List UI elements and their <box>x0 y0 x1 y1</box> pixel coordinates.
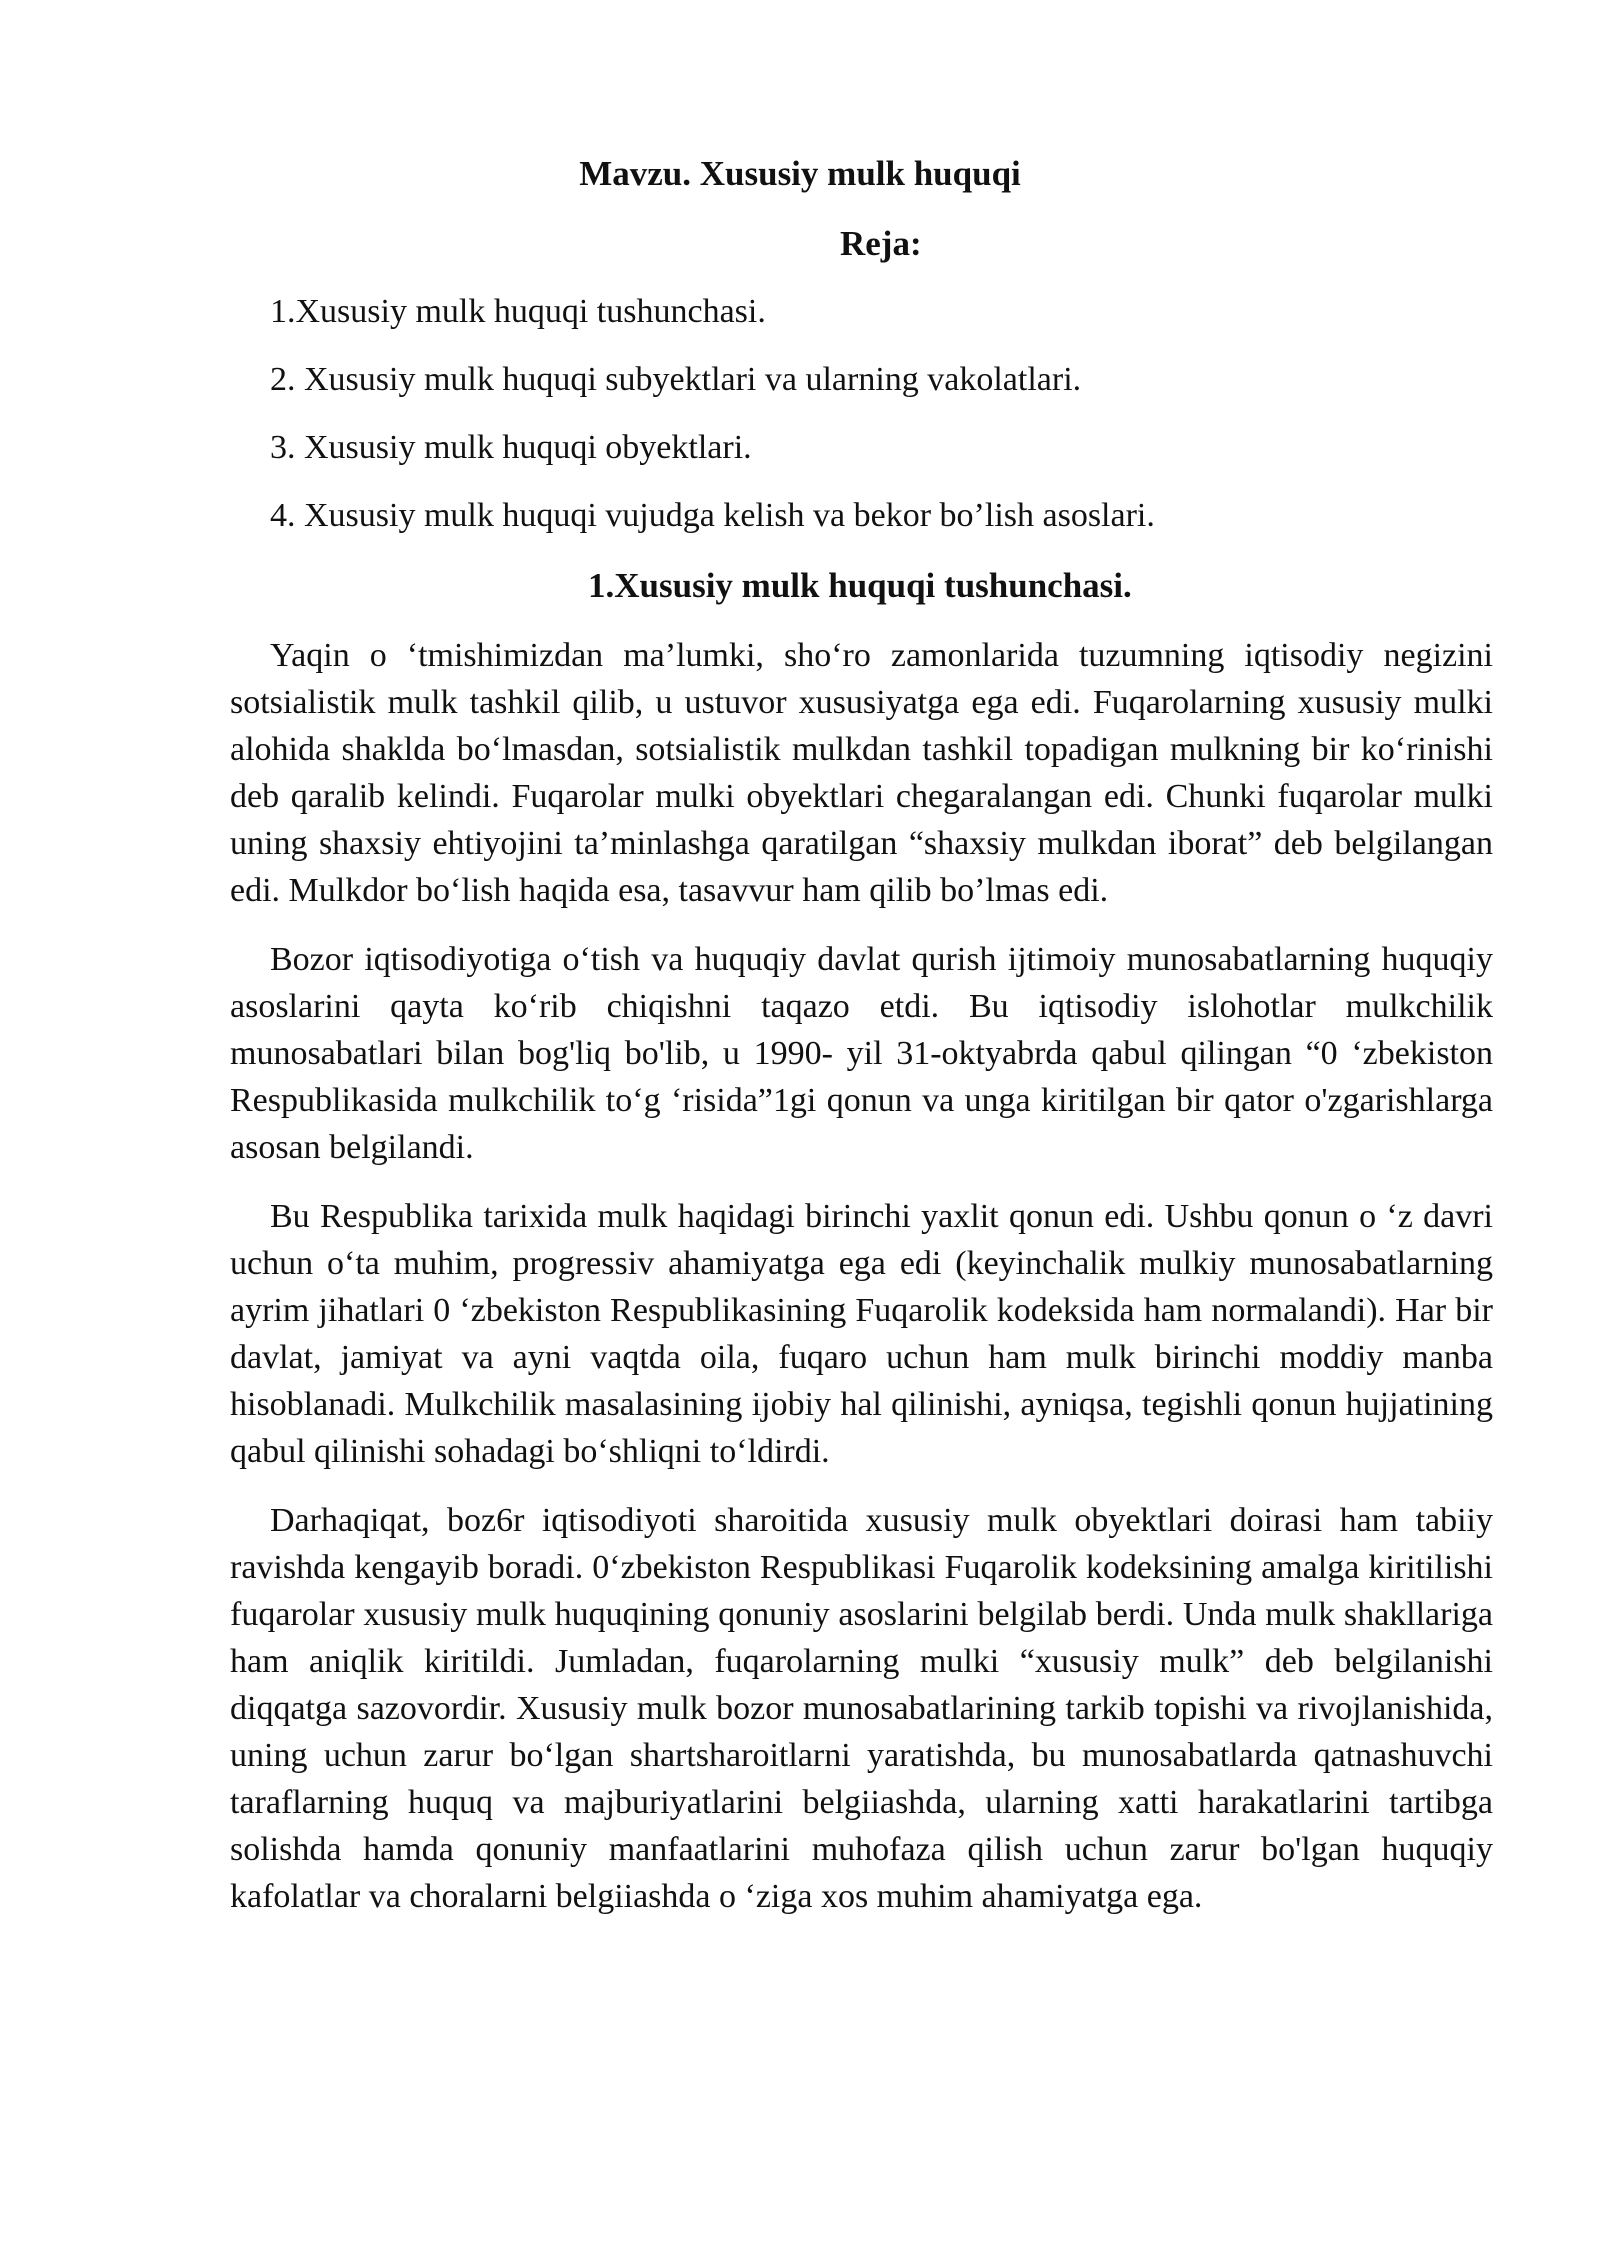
plan-item: 2. Xususiy mulk huquqi subyektlari va ularning vakolatlari. <box>270 361 1082 398</box>
document-title: Mavzu. Xususiy mulk huquqi <box>579 154 1021 193</box>
plan-heading: Reja: <box>840 224 922 263</box>
section-heading: 1.Xususiy mulk huquqi tushunchasi. <box>588 566 1132 605</box>
plan-item: 3. Xususiy mulk huquqi obyektlari. <box>270 429 752 466</box>
plan-item: 1.Xususiy mulk huquqi tushunchasi. <box>270 293 766 330</box>
plan-item: 4. Xususiy mulk huquqi vujudga kelish va bekor bo’lish asoslari. <box>270 497 1155 534</box>
paragraph: Bu Respublika tarixida mulk haqidagi birinchi yaxlit qonun edi. Ushbu qonun o ‘z davri uchun o‘ta muhim, progressiv ahamiyatga ega edi (keyinchalik mulkiy munosabatlarning ayrim jihatlari 0 ‘zbekiston Respublikasining Fuqarolik kodeksida ham normalandi). Har bir davlat, jamiyat va ayni vaqtda oila, fuqaro uchun ham mulk birinchi moddiy manba hisoblanadi. Mulkchilik masalasining ijobiy hal qilinishi, ayniqsa, tegishli qonun hujjatining qabul qilinishi sohadagi bo‘shliqni to‘ldirdi. <box>230 1198 1493 1470</box>
paragraph: Yaqin o ‘tmishimizdan ma’lumki, sho‘ro zamonlarida tuzumning iqtisodiy negizini sotsialistik mulk tashkil qilib, u ustuvor xususiyatga ega edi. Fuqarolarning xususiy mulki alohida shaklda bo‘lmasdan, sotsialistik mulkdan tashkil topadigan mulkning bir ko‘rinishi deb qaralib kelindi. Fuqarolar mulki obyektlari chegaralangan edi. Chunki fuqarolar mulki uning shaxsiy ehtiyojini ta’minlashga qaratilgan “shaxsiy mulkdan iborat” deb belgilangan edi. Mulkdor bo‘lish haqida esa, tasavvur ham qilib bo’lmas edi. <box>230 637 1493 909</box>
body-text <box>230 632 1493 1942</box>
paragraph: Darhaqiqat, boz6r iqtisodiyoti sharoitida xususiy mulk obyektlari doirasi ham tabiiy ravishda kengayib boradi. 0‘zbekiston Respublikasi Fuqarolik kodeksining amalga kiritilishi fuqarolar xususiy mulk huquqining qonuniy asoslarini belgilab berdi. Unda mulk shakllariga ham aniqlik kiritildi. Jumladan, fuqarolarning mulki “xususiy mulk” deb belgilanishi diqqatga sazovordir. Xususiy mulk bozor munosabatlarining tarkib topishi va rivojlanishida, uning uchun zarur bo‘lgan shartsharoitlarni yaratishda, bu munosabatlarda qatnashuvchi taraflarning huquq va majburiyatlarini belgiiashda, ularning xatti harakatlarini tartibga solishda hamda qonuniy manfaatlarini muhofaza qilish uchun zarur bo'lgan huquqiy kafolatlar va choralarni belgiiashda o ‘ziga xos muhim ahamiyatga ega. <box>230 1502 1493 1915</box>
plan-list <box>270 290 1155 562</box>
paragraph: Bozor iqtisodiyotiga o‘tish va huquqiy davlat qurish ijtimoiy munosabatlarning huquqiy asoslarini qayta ko‘rib chiqishni taqazo etdi. Bu iqtisodiy islohotlar mulkchilik munosabatlari bilan bog'liq bo'lib, u 1990- yil 31-oktyabrda qabul qilingan “0 ‘zbekiston Respublikasida mulkchilik to‘g ‘risida”1gi qonun va unga kiritilgan bir qator o'zgarishlarga asosan belgilandi. <box>230 941 1493 1166</box>
